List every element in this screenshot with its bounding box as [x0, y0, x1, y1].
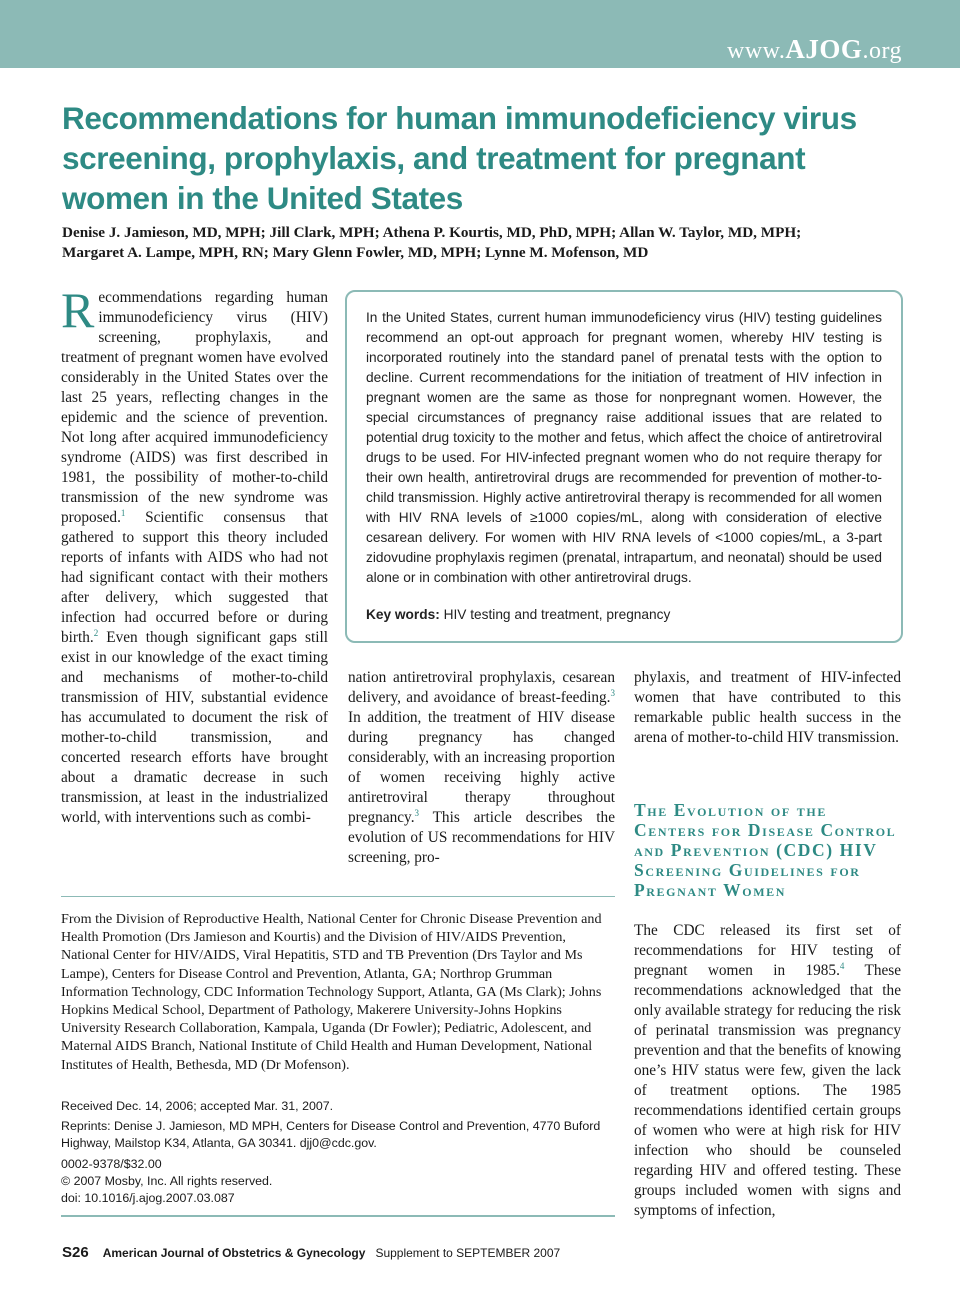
- reprints-note: Reprints: Denise J. Jamieson, MD MPH, Centers for Disease Control and Prevention, 4770 Buford Highway, Mailstop K34, Atlanta, GA 30341. djj0@cdc.gov.: [61, 1119, 601, 1150]
- doi[interactable]: doi: 10.1016/j.ajog.2007.03.087: [61, 1191, 235, 1205]
- page-number: S26: [62, 1244, 89, 1261]
- body-column-3-top: [634, 668, 901, 748]
- authors-line-1: Denise J. Jamieson, MD, MPH; Jill Clark, MPH; Athena P. Kourtis, MD, PhD, MPH; Allan W. Taylor, MD, MPH;: [62, 224, 802, 241]
- keywords-label: Key words:: [366, 607, 440, 622]
- section-heading: The Evolution of the Centers for Disease Control and Prevention (CDC) HIV Screening Guidelines for Pregnant Women: [634, 800, 897, 900]
- url-main: AJOG: [785, 34, 863, 64]
- reference-link-3[interactable]: 3: [610, 687, 615, 698]
- affiliation-note: From the Division of Reproductive Health, National Center for Chronic Disease Prevention and Health Promotion (Drs Jamieson and Kourtis) and the Division of HIV/AIDS Prevention, National Center for HIV/AIDS, Viral Hepatitis, STD and TB Prevention (Drs Taylor and Ms Lampe), Centers for Disease Control and Prevention, Atlanta, GA; Northrop Grumman Information Technology, CDC Information Technology Support, Atlanta, GA (Ms Clark); Johns Hopkins Medical School, Department of Pathology, Makerere University-Johns Hopkins University Research Collaboration, Kampala, Uganda (Dr Fowler); Pediatric, Adolescent, and Maternal AIDS Branch, National Institute of Child Health and Human Development, National Institutes of Health, Bethesda, MD (Dr Mofenson).: [61, 911, 602, 1073]
- col2-text-3: This article describes the evolution of US recommendations for HIV screening, pro-: [348, 809, 615, 866]
- keywords-value: HIV testing and treatment, pregnancy: [443, 607, 671, 622]
- reference-link-2[interactable]: 2: [93, 627, 99, 638]
- reference-link-4[interactable]: 4: [839, 960, 845, 971]
- body-column-1: [61, 282, 328, 828]
- front-matter-divider-top: [61, 896, 615, 897]
- body-column-2: [348, 668, 615, 868]
- body-column-3-bottom: [634, 921, 901, 1221]
- col2-text-2: In addition, the treatment of HIV disease during pregnancy has changed considerably, with an increasing proportion of women receiving highly active antiretroviral therapy throughout pregnancy.: [348, 709, 615, 826]
- abstract-text: In the United States, current human immunodeficiency virus (HIV) testing guidelines recommend an opt-out approach for pregnant women, whereby HIV testing is incorporated routinely into the standard panel of prenatal tests with the option to decline. Current recommendations for the initiation of treatment of HIV infection in pregnant women are the same as those for nonpregnant women. However, the special circumstances of pregnancy raise additional issues that are related to potential drug toxicity to the mother and fetus, which affect the choice of antiretroviral drugs to be used. For HIV-infected pregnant women who do not require therapy for their own health, antiretroviral drugs are recommended for prevention of mother-to-child transmission. Highly active antiretroviral therapy is recommended for all women with HIV RNA levels of ≥1000 copies/mL, along with consideration of elective cesarean delivery. For women with HIV RNA levels of <1000 copies/mL, a 3-part zidovudine prophylaxis regimen (prenatal, intrapartum, and neonatal) should be used alone or in combination with other antiretroviral drugs.: [366, 310, 882, 585]
- journal-name: American Journal of Obstetrics & Gynecology: [102, 1246, 366, 1260]
- abstract-box: [345, 290, 903, 643]
- url-suffix: .org: [862, 38, 902, 64]
- author-list: [62, 223, 902, 263]
- intro-text-1: ecommendations regarding human immunodeficiency virus (HIV) screening, prophylaxis, and treatment of pregnant women have evolved considerably in the United States over the last 25 years, reflecting changes in the epidemic and the science of prevention. Not long after acquired immunodeficiency syndrome (AIDS) was first described in 1981, the possibility of mother-to-child transmission of the new syndrome was proposed.: [61, 289, 328, 526]
- journal-url[interactable]: [727, 34, 902, 65]
- copyright: © 2007 Mosby, Inc. All rights reserved.: [61, 1174, 273, 1188]
- drop-cap: R: [61, 282, 95, 338]
- col3-text-2: The CDC released its first set of recommendations for HIV testing of pregnant women in 1985.: [634, 922, 901, 979]
- reference-link-1[interactable]: 1: [120, 507, 126, 518]
- col2-text-1: nation antiretroviral prophylaxis, cesarean delivery, and avoidance of breast-feeding.: [348, 669, 615, 706]
- supplement-info: Supplement to SEPTEMBER 2007: [375, 1246, 561, 1260]
- issn-price: 0002-9378/$32.00: [61, 1157, 162, 1171]
- col3-text-1: phylaxis, and treatment of HIV-infected women that have contributed to this remarkable public health success in the arena of mother-to-child HIV transmission.: [634, 669, 901, 746]
- received-dates: Received Dec. 14, 2006; accepted Mar. 31, 2007.: [61, 1099, 334, 1113]
- publication-info: [61, 1156, 615, 1207]
- front-matter-divider-bottom: [61, 1215, 615, 1217]
- col3-text-3: These recommendations acknowledged that the only available strategy for reducing the risk of perinatal transmission was pregnancy prevention and that the benefits of knowing one’s HIV status were few, given the lack of treatment options. The 1985 recommendations identified certain groups of women who were at high risk for HIV infection who should be counseled regarding HIV and offered testing. These groups included women with signs and symptoms of infection,: [634, 962, 901, 1219]
- intro-text-3: Even though significant gaps still exist in our knowledge of the exact timing and mechanisms of mother-to-child transmission of HIV, substantial evidence has accumulated to document the risk of mother-to-child transmission, and concerted research efforts have brought about a dramatic decrease in such transmission, at least in the industrialized world, with interventions such as combi-: [61, 629, 328, 826]
- journal-header-bar: [0, 0, 960, 68]
- keywords-line: [366, 605, 882, 625]
- article-title: Recommendations for human immunodeficiency virus screening, prophylaxis, and treatment for pregnant women in the United States: [62, 100, 857, 216]
- authors-line-2: Margaret A. Lampe, MPH, RN; Mary Glenn Fowler, MD, MPH; Lynne M. Mofenson, MD: [62, 244, 649, 261]
- page-footer: [62, 1244, 902, 1261]
- intro-text-2: Scientific consensus that gathered to support this theory included reports of infants with AIDS who had not had significant contact with their mothers after delivery, which suggested that infection had occurred before or during birth.: [61, 509, 328, 646]
- reference-link-3b[interactable]: 3: [414, 807, 420, 818]
- url-prefix: www.: [726, 38, 786, 64]
